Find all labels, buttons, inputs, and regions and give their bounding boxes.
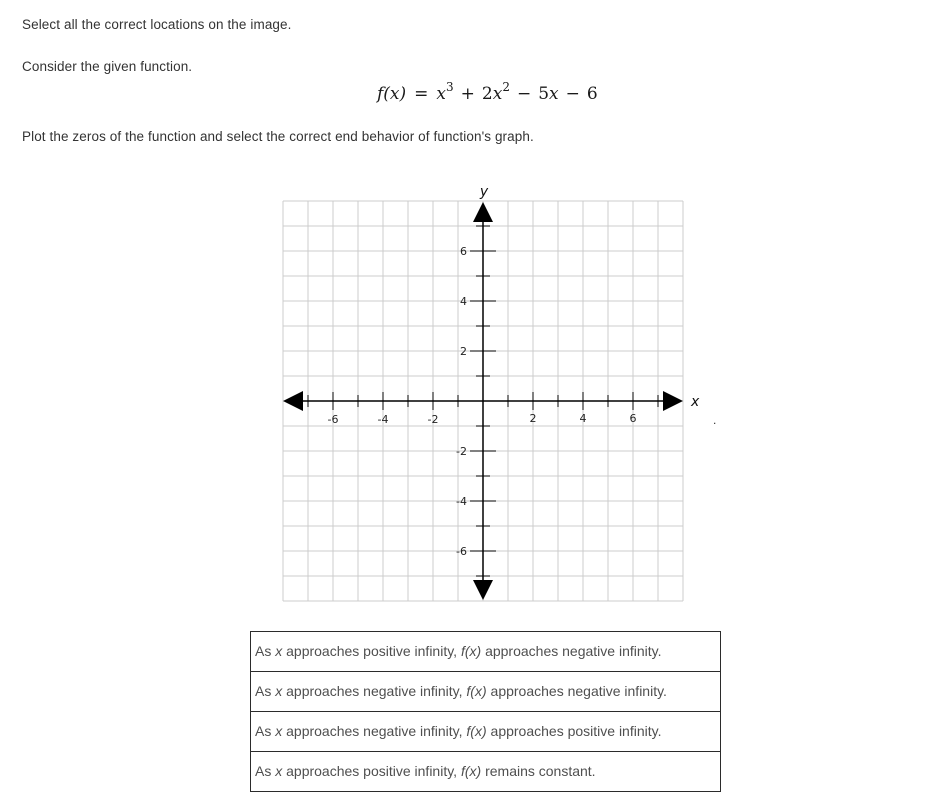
option-4-fx: f(x)	[460, 763, 482, 779]
formula-term3-coef: 5	[538, 84, 550, 104]
option-1-text-pre: As	[255, 643, 276, 659]
y-tick-label-6: 6	[460, 245, 467, 258]
option-3-fx: f(x)	[466, 723, 487, 739]
x-tick-label-neg6: -6	[327, 413, 339, 426]
x-tick-label-6: 6	[629, 412, 637, 425]
option-3-text-pre: As	[255, 723, 276, 739]
formula-term2-coef: 2	[481, 84, 493, 104]
coordinate-plane[interactable]	[255, 178, 735, 612]
x-tick-label-neg4: -4	[377, 413, 389, 426]
end-behavior-options-table	[250, 631, 721, 792]
formula-term2-exponent: 2	[502, 80, 510, 95]
option-3-var-x: x	[275, 723, 283, 739]
option-3-text-mid: approaches negative infinity,	[282, 723, 467, 739]
option-1-text-mid: approaches positive infinity,	[282, 643, 461, 659]
formula-term1-base: x	[436, 84, 446, 104]
option-1-var-x: x	[275, 643, 283, 659]
instruction-consider-function: Consider the given function.	[22, 59, 193, 74]
formula-term4: 6	[586, 84, 598, 104]
option-4-var-x: x	[275, 763, 283, 779]
x-axis-right-arrowhead	[663, 391, 683, 411]
y-tick-label-4: 4	[460, 295, 467, 308]
option-2-fx: f(x)	[466, 683, 487, 699]
formula-minus-2: −	[565, 84, 580, 104]
y-axis-top-arrowhead	[473, 202, 493, 222]
x-tick-label-4: 4	[579, 412, 587, 425]
y-tick-label-neg2: -2	[456, 445, 467, 458]
end-behavior-option-3[interactable]	[251, 712, 720, 752]
option-2-text-post: approaches negative infinity.	[486, 683, 667, 699]
end-behavior-option-4[interactable]	[251, 752, 720, 791]
y-axis-bottom-arrowhead	[473, 580, 493, 600]
option-4-text-mid: approaches positive infinity,	[282, 763, 461, 779]
formula-minus-1: −	[516, 84, 532, 104]
option-4-text-post: remains constant.	[481, 763, 596, 779]
x-axis-left-arrowhead	[283, 391, 303, 411]
option-2-var-x: x	[275, 683, 283, 699]
option-2-text-pre: As	[255, 683, 276, 699]
y-axis-label: y	[479, 184, 489, 200]
formula-fx: f(x)	[377, 84, 407, 104]
option-1-text-post: approaches negative infinity.	[481, 643, 662, 659]
formula-equals: =	[414, 84, 429, 104]
stray-period: .	[713, 413, 717, 427]
x-tick-label-neg2: -2	[427, 413, 439, 426]
formula-term3-base: x	[549, 84, 559, 104]
option-3-text-post: approaches positive infinity.	[486, 723, 662, 739]
option-1-fx: f(x)	[460, 643, 482, 659]
end-behavior-option-1[interactable]	[251, 632, 720, 672]
x-tick-label-2: 2	[529, 412, 537, 425]
y-tick-label-2: 2	[460, 345, 467, 358]
formula-plus: +	[460, 84, 475, 104]
formula-term1-exponent: 3	[446, 80, 454, 95]
function-formula	[377, 80, 598, 104]
instruction-select-locations: Select all the correct locations on the image.	[22, 17, 292, 32]
x-axis-label: x	[691, 394, 700, 410]
option-4-text-pre: As	[255, 763, 276, 779]
formula-term2-base: x	[492, 84, 503, 104]
y-tick-label-neg6: -6	[456, 545, 467, 558]
y-tick-label-neg4: -4	[456, 495, 467, 508]
end-behavior-option-2[interactable]	[251, 672, 720, 712]
option-2-text-mid: approaches negative infinity,	[282, 683, 467, 699]
instruction-plot-zeros: Plot the zeros of the function and select the correct end behavior of function's graph.	[22, 129, 534, 144]
